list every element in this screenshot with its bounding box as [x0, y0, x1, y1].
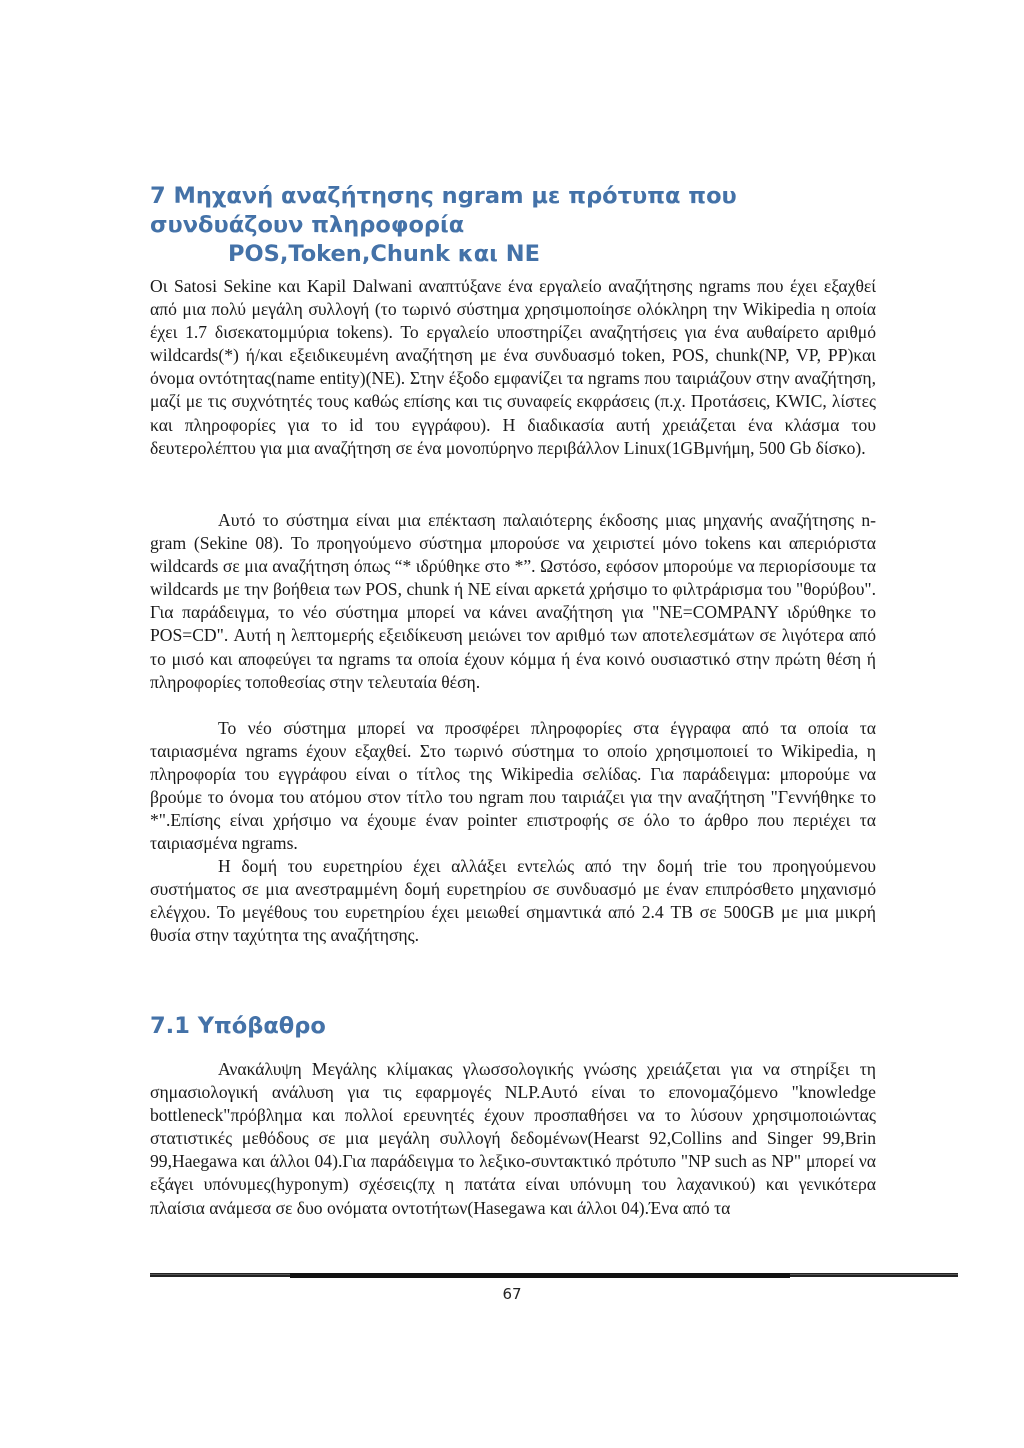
body-paragraph-1: Οι Satosi Sekine και Kapil Dalwani αναπτύξανε ένα εργαλείο αναζήτησης ngrams που έχει εξαχθεί από μια πολύ μεγάλη συλλογή (το τωρινό σύστημα χρησιμοποίησε ολόκληρη την Wikipedia η οποία έχει 1.7 δισεκατομμύρια tokens). Το εργαλείο υποστηρίζει αναζητήσεις για ένα αυθαίρετο αριθμό wildcards(*) ή/και εξειδικευμένη αναζήτηση με ένα συνδυασμό token, POS, chunk(NP, VP, PP)και όνομα οντότητας(name entity)(NE). Στην έξοδο εμφανίζει τα ngrams που ταιριάζουν στην αναζήτηση, μαζί με τις συχνότητές τους καθώς επίσης και τις συναφείς εκφράσεις (π.χ. Προτάσεις, KWIC, λίστες και πληροφορίες για το id του εγγράφου). Η διαδικασία αυτή χρειάζεται ένα κλάσμα του δευτερολέπτου για μια αναζήτηση σε ένα μονοπύρηνο περιβάλλον Linux(1GBμνήμη, 500 Gb δίσκο).: [150, 276, 876, 458]
section-heading-line2: POS,Token,Chunk και NE: [228, 241, 540, 267]
section-heading: [150, 182, 890, 269]
page-number: 67: [502, 1285, 522, 1303]
footer-divider-accent: [290, 1273, 790, 1278]
subsection-heading: 7.1 Υπόβαθρο: [150, 1013, 326, 1039]
body-paragraph-4: Η δομή του ευρετηρίου έχει αλλάξει εντελώς από την δομή trie του προηγούμενου συστήματος σε μια ανεστραμμένη δομή ευρετηρίου σε συνδυασμό με έναν επιπρόσθετο μηχανισμό ελέγχου. Το μεγέθους του ευρετηρίου έχει μειωθεί σημαντικά από 2.4 TB σε 500GB με μια μικρή θυσία στην ταχύτητα της αναζήτησης.: [150, 856, 876, 946]
subsection-paragraph: Ανακάλυψη Μεγάλης κλίμακας γλωσσολογικής γνώσης χρειάζεται για να στηρίξει τη σημασιολογική ανάλυση για τις εφαρμογές NLP.Αυτό είναι το επονομαζόμενο "knowledge bottleneck"πρόβλημα και πολλοί ερευνητές έχουν προσπαθήσει να το λύσουν χρησιμοποιώντας στατιστικές μεθόδους σε μια μεγάλη συλλογή δεδομένων(Hearst 92,Collins and Singer 99,Brin 99,Haegawa και άλλοι 04).Για παράδειγμα το λεξικο-συντακτικό πρότυπο "NP such as NP" μπορεί να εξάγει υπόνυμες(hyponym) σχέσεις(πχ η πατάτα είναι υπόνυμη του λαχανικού) και γενικότερα πλαίσια ανάμεσα σε δυο ονόματα οντοτήτων(Hasegawa και άλλοι 04).Ένα από τα: [150, 1059, 876, 1218]
section-heading-line1: 7 Μηχανή αναζήτησης ngram με πρότυπα που συνδυάζουν πληροφορία: [150, 183, 737, 238]
body-paragraph-3: Το νέο σύστημα μπορεί να προσφέρει πληροφορίες στα έγγραφα από τα οποία τα ταιριασμένα ngrams έχουν εξαχθεί. Στο τωρινό σύστημα το οποίο χρησιμοποιεί το Wikipedia, η πληροφορία του εγγράφου είναι ο τίτλος της Wikipedia σελίδας. Για παράδειγμα: μπορούμε να βρούμε το όνομα του ατόμου στον τίτλο του ngram που ταιριάζει για την αναζήτηση "Γεννήθηκε το *".Επίσης είναι χρήσιμο να έχουμε έναν pointer επιστροφής σε όλο το άρθρο που περιέχει τα ταιριασμένα ngrams.: [150, 718, 876, 854]
body-paragraph-2: Αυτό το σύστημα είναι μια επέκταση παλαιότερης έκδοσης μιας μηχανής αναζήτησης n-gram (Sekine 08). Το προηγούμενο σύστημα μπορούσε να χειριστεί μόνο tokens και απεριόριστα wildcards σε μια αναζήτηση όπως “* ιδρύθηκε στο *”. Ωστόσο, εφόσον μπορούμε να περιορίσουμε τα wildcards με την βοήθεια των POS, chunk ή NE είναι αρκετά χρήσιμο το φιλτράρισμα του "θορύβου". Για παράδειγμα, το νέο σύστημα μπορεί να κάνει αναζήτηση για "NE=COMPANY ιδρύθηκε το POS=CD". Αυτή η λεπτομερής εξειδίκευση μειώνει τον αριθμό των αποτελεσμάτων σε λιγότερα από το μισό και αποφεύγει τα ngrams τα οποία έχουν κόμμα ή ένα κοινό ουσιαστικό στην πρώτη θέση ή πληροφορίες τοποθεσίας στην τελευταία θέση.: [150, 510, 876, 692]
